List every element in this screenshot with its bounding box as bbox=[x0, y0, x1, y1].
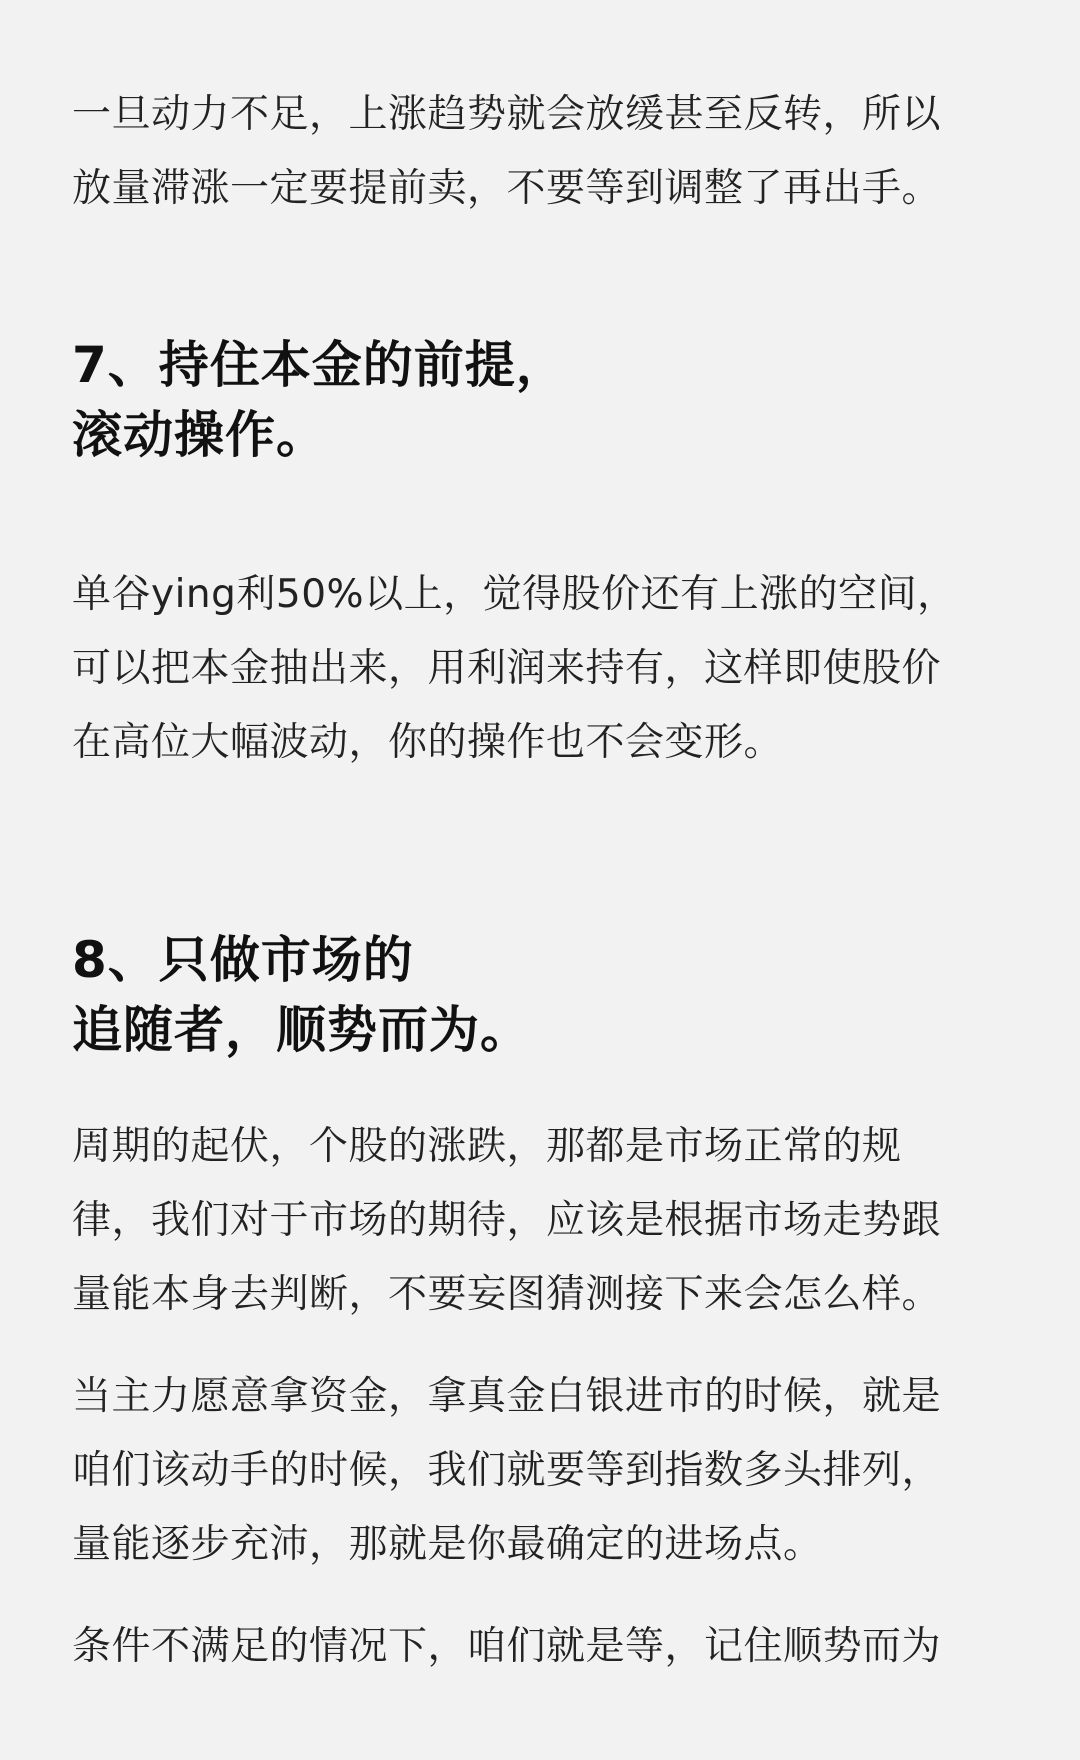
section-8-p1-line-1: 周期的起伏，个股的涨跌，那都是市场正常的规 bbox=[72, 1124, 902, 1169]
section-8-p2-line-1: 当主力愿意拿资金，拿真金白银进市的时候，就是 bbox=[72, 1374, 942, 1419]
section-7-paragraph bbox=[72, 558, 1008, 780]
intro-paragraph bbox=[72, 78, 1008, 226]
section-8-heading-line-1: 8、只做市场的 bbox=[72, 931, 414, 989]
section-8-paragraph-1 bbox=[72, 1110, 1008, 1332]
section-7-heading-line-1: 7、持住本金的前提， bbox=[72, 336, 567, 394]
section-8-heading bbox=[72, 925, 1008, 1065]
section-8-p2-line-3: 量能逐步充沛，那就是你最确定的进场点。 bbox=[72, 1522, 823, 1567]
section-7-line-1: 单谷ying利50%以上，觉得股价还有上涨的空间， bbox=[72, 572, 957, 617]
section-8-heading-line-2: 追随者，顺势而为。 bbox=[72, 1001, 531, 1059]
section-8-p1-line-3: 量能本身去判断，不要妄图猜测接下来会怎么样。 bbox=[72, 1272, 942, 1317]
section-8-p2-line-2: 咱们该动手的时候，我们就要等到指数多头排列， bbox=[72, 1448, 942, 1493]
section-7-line-3: 在高位大幅波动，你的操作也不会变形。 bbox=[72, 720, 784, 765]
section-7-heading-line-2: 滚动操作。 bbox=[72, 406, 327, 464]
section-8-paragraph-3 bbox=[72, 1610, 1008, 1684]
section-8-p3-line-1: 条件不满足的情况下，咱们就是等，记住顺势而为 bbox=[72, 1624, 942, 1669]
section-8-p1-line-2: 律，我们对于市场的期待，应该是根据市场走势跟 bbox=[72, 1198, 942, 1243]
section-7-line-2: 可以把本金抽出来，用利润来持有，这样即使股价 bbox=[72, 646, 942, 691]
section-7-heading bbox=[72, 330, 1008, 470]
intro-line-2: 放量滞涨一定要提前卖，不要等到调整了再出手。 bbox=[72, 166, 942, 211]
section-8-paragraph-2 bbox=[72, 1360, 1008, 1582]
intro-line-1: 一旦动力不足，上涨趋势就会放缓甚至反转，所以 bbox=[72, 92, 942, 137]
